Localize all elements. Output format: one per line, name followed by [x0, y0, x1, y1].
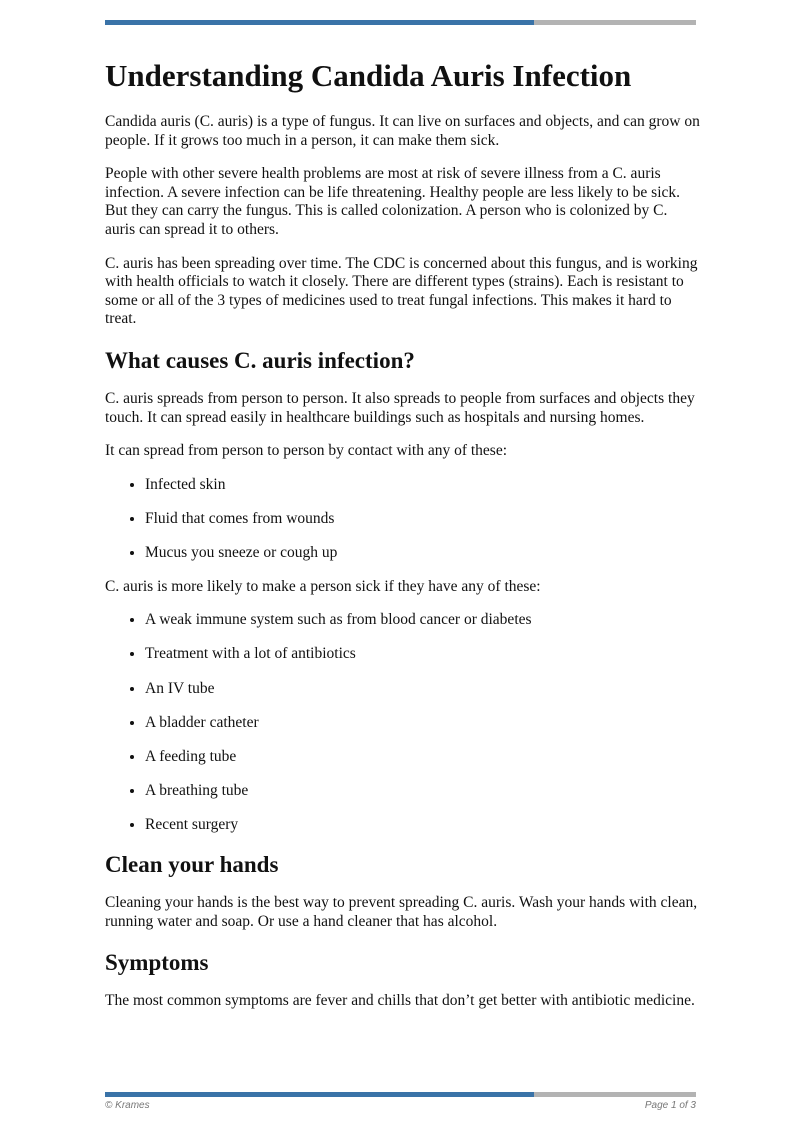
list-item: • A bladder catheter: [145, 714, 700, 733]
causes-paragraph-1: C. auris spreads from person to person. It also spreads to people from surfaces and objects they touch. It can spread easily in healthcare buildings such as hospitals and nursing homes.: [105, 389, 695, 426]
footer-bar-blue-segment: [105, 1092, 534, 1097]
footer-bar-grey-segment: [534, 1092, 696, 1097]
symptoms-paragraph: The most common symptoms are fever and chills that don’t get better with antibiotic medicine.: [105, 992, 695, 1010]
list-item: • Fluid that comes from wounds: [145, 510, 700, 529]
causes-paragraph-3: C. auris is more likely to make a person sick if they have any of these:: [105, 577, 541, 595]
list-item: • Recent surgery: [145, 816, 700, 835]
list-item: • Treatment with a lot of antibiotics: [145, 645, 700, 664]
hands-heading: Clean your hands: [105, 852, 279, 877]
risk-list: [105, 611, 700, 835]
list-item: • An IV tube: [145, 680, 700, 699]
symptoms-heading: Symptoms: [105, 950, 209, 976]
list-item: • A breathing tube: [145, 782, 700, 801]
list-item: • A weak immune system such as from blood cancer or diabetes: [145, 611, 700, 630]
contact-list: [105, 476, 700, 563]
footer-page-number: Page 1 of 3: [644, 1100, 696, 1111]
header-accent-bar: [105, 20, 696, 25]
document-body: [105, 56, 700, 1026]
intro-paragraph-2: People with other severe health problems are most at risk of severe illness from a C. auris infection. A severe infection can be life threatening. Healthy people are less likely to be sick. But they can carry the fungus. This is called colonization. A person who is colonized by C. auris can spread it to others.: [105, 165, 681, 238]
hands-paragraph: Cleaning your hands is the best way to prevent spreading C. auris. Wash your hands with clean, running water and soap. Or use a hand cleaner that has alcohol.: [105, 894, 698, 930]
list-item: • Mucus you sneeze or cough up: [145, 544, 700, 563]
footer-accent-bar: [105, 1092, 696, 1097]
list-item: • A feeding tube: [145, 748, 700, 767]
list-item: • Infected skin: [145, 476, 700, 495]
header-bar-blue-segment: [105, 20, 534, 25]
page-title: Understanding Candida Auris Infection: [105, 58, 632, 93]
footer-copyright: © Krames: [105, 1100, 150, 1111]
header-bar-grey-segment: [534, 20, 696, 25]
causes-heading: What causes C. auris infection?: [105, 347, 415, 373]
causes-paragraph-2: It can spread from person to person by contact with any of these:: [105, 442, 508, 460]
intro-paragraph-1: Candida auris (C. auris) is a type of fungus. It can live on surfaces and objects, and can grow on people. If it grows too much in a person, it can make them sick.: [105, 113, 700, 149]
intro-paragraph-3: C. auris has been spreading over time. The CDC is concerned about this fungus, and is working with health officials to watch it closely. There are different types (strains). Each is resistant to some or all of the 3 types of medicines used to treat fungal infections. This makes it hard to treat.: [105, 254, 698, 328]
